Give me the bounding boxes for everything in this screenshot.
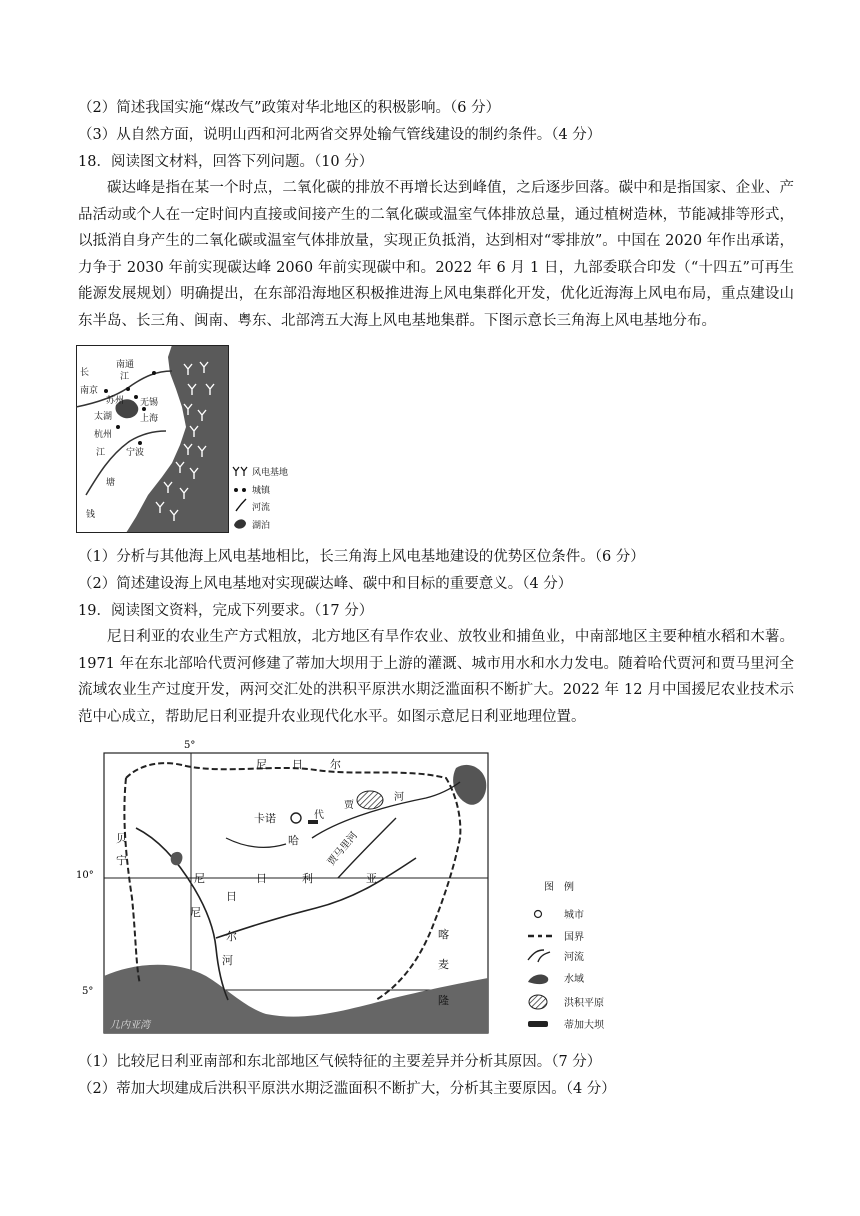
- label-ning: 宁: [116, 854, 127, 867]
- label-hangzhou: 杭州: [94, 430, 113, 440]
- kano-city-icon: [291, 813, 301, 823]
- q17-sub3: （3）从自然方面，说明山西和河北两省交界处输气管线建设的制约条件。（4 分）: [78, 127, 602, 143]
- label-shanghai: 上海: [140, 414, 159, 424]
- yangtze-delta-wind-map: [76, 345, 306, 535]
- q18-sub1: （1）分析与其他海上风电基地相比，长三角海上风电基地建设的优势区位条件。（6 分）: [78, 549, 645, 565]
- legend-wind: 风电基地: [252, 468, 289, 478]
- city-dot: [134, 395, 138, 399]
- label-mai: 麦: [438, 958, 449, 971]
- city-dot: [138, 441, 142, 445]
- label-ri: 日: [256, 872, 267, 885]
- river-legend-icon: [236, 499, 246, 511]
- town-legend-icon: [234, 488, 238, 492]
- label-ya: 亚: [366, 872, 377, 885]
- legend-city: 城市: [564, 910, 584, 921]
- label-kano: 卡诺: [254, 812, 276, 825]
- label-li: 利: [302, 872, 313, 885]
- legend-river: 河流: [252, 503, 271, 513]
- legend-river: 河流: [564, 952, 584, 963]
- city-dot: [152, 371, 156, 375]
- city-dot: [116, 425, 120, 429]
- national-border: [124, 763, 460, 1000]
- lake-chad-shape: [453, 765, 486, 805]
- label-suzhou: 苏州: [106, 396, 125, 406]
- q18-paragraph: 碳达峰是指在某一个时点，二氧化碳的排放不再增长达到峰值，之后逐步回落。碳中和是指国家、企业、产品活动或个人在一定时间内直接或间接产生的二氧化碳或温室气体排放总量，通过植树造林，节能减排等形式，以抵消自身产生的二氧化碳或温室气体排放量，实现正负抵消，达到相对“零排放”。中国在 2020 年作出承诺，力争于 2030 年前实现碳达峰 2060 年前实现碳中和。2022 年 6 月 1 日，九部委联合印发（“十四五”可再生能源发展规划）明确提出，在东部沿海地区积极推进海上风电集群化开发，优化近海海上风电布局，重点建设山东半岛、长三角、闽南、粤东、北部湾五大海上风电基地集群。下图示意长三角海上风电基地分布。: [78, 180, 794, 329]
- q19-heading: 19．阅读图文资料，完成下列要求。（17 分）: [78, 603, 374, 619]
- label-dai: 代: [314, 810, 324, 821]
- label-chang: 长: [80, 368, 90, 378]
- label-gulf: 几内亚湾: [110, 1020, 150, 1031]
- q19-sub1: （1）比较尼日利亚南部和东北部地区气候特征的主要差异并分析其原因。（7 分）: [78, 1054, 602, 1070]
- lat-label-10: 10°: [76, 870, 94, 881]
- q19-sub2: （2）蒂加大坝建成后洪积平原洪水期泛滥面积不断扩大，分析其主要原因。（4 分）: [78, 1081, 616, 1097]
- q19-paragraph: 尼日利亚的农业生产方式粗放，北方地区有旱作农业、放牧业和捕鱼业，中南部地区主要种植水稻和木薯。1971 年在东北部哈代贾河修建了蒂加大坝用于上游的灌溉、城市用水和水力发电。随着哈代贾河和贾马里河全流域农业生产过度开发，两河交汇处的洪积平原洪水期泛滥面积不断扩大。2022 年 12 月中国援尼农业技术示范中心成立，帮助尼日利亚提升农业现代化水平。如图示意尼日利亚地理位置。: [78, 629, 794, 725]
- label-nanjing: 南京: [80, 386, 99, 396]
- label-ningbo: 宁波: [126, 448, 145, 458]
- label-river-ri: 日: [226, 890, 237, 903]
- city-dot: [126, 387, 130, 391]
- dam-legend-icon: [528, 1021, 548, 1027]
- lake-legend-icon: [234, 519, 246, 528]
- legend-border: 国界: [564, 932, 584, 943]
- label-tang: 塘: [106, 478, 116, 488]
- legend-water: 水域: [564, 974, 584, 985]
- label-nantong: 南通: [116, 360, 135, 370]
- label-bei: 贝: [116, 832, 127, 845]
- q18-sub2: （2）简述建设海上风电基地对实现碳达峰、碳中和目标的重要意义。（4 分）: [78, 576, 573, 592]
- label-niger-1: 尼: [256, 758, 267, 771]
- label-he: 河: [394, 792, 404, 803]
- label-taihu: 太湖: [94, 412, 113, 422]
- river-legend-icon: [528, 950, 550, 962]
- label-niger-2: 日: [292, 758, 303, 771]
- city-dot: [104, 389, 108, 393]
- wind-legend-icon: [233, 467, 239, 476]
- label-ni: 尼: [194, 872, 205, 885]
- label-niger-3: 尔: [330, 758, 341, 771]
- lat-label-5: 5°: [82, 986, 94, 997]
- label-wuxi: 无锡: [140, 398, 159, 408]
- q19-legend: [528, 880, 605, 1031]
- label-ka: 喀: [438, 928, 449, 941]
- label-river-ni: 尼: [190, 906, 201, 919]
- floodplain-legend-icon: [529, 995, 547, 1009]
- label-qian: 钱: [86, 510, 96, 520]
- legend-title: 图 例: [544, 882, 574, 893]
- label-jiang: 江: [120, 372, 130, 382]
- label-river-he: 河: [222, 954, 233, 967]
- gulf-of-guinea-shape: [104, 965, 488, 1033]
- label-jiamali: 贾马里河: [325, 830, 361, 868]
- city-legend-icon: [535, 911, 542, 918]
- water-legend-icon: [528, 975, 548, 985]
- label-jiang2: 江: [96, 448, 106, 458]
- nigeria-location-map: [76, 738, 646, 1038]
- benue-river: [216, 858, 416, 938]
- lon-label-top: 5°: [184, 740, 196, 751]
- floodplain-shape: [357, 791, 383, 809]
- label-jia: 贾: [344, 800, 354, 811]
- legend-floodplain: 洪积平原: [564, 998, 604, 1009]
- label-river-er: 尔: [226, 930, 237, 943]
- legend-dam: 蒂加大坝: [564, 1020, 604, 1031]
- hadejia-river: [312, 782, 460, 838]
- label-long: 隆: [438, 994, 449, 1007]
- q17-sub2: （2）简述我国实施“煤改气”政策对华北地区的积极影响。（6 分）: [78, 100, 501, 116]
- q18-heading: 18．阅读图文材料，回答下列问题。（10 分）: [78, 154, 374, 170]
- q18-legend: [233, 466, 288, 531]
- label-ha: 哈: [288, 834, 299, 847]
- legend-town: 城镇: [252, 486, 271, 496]
- legend-lake: 湖泊: [252, 521, 271, 531]
